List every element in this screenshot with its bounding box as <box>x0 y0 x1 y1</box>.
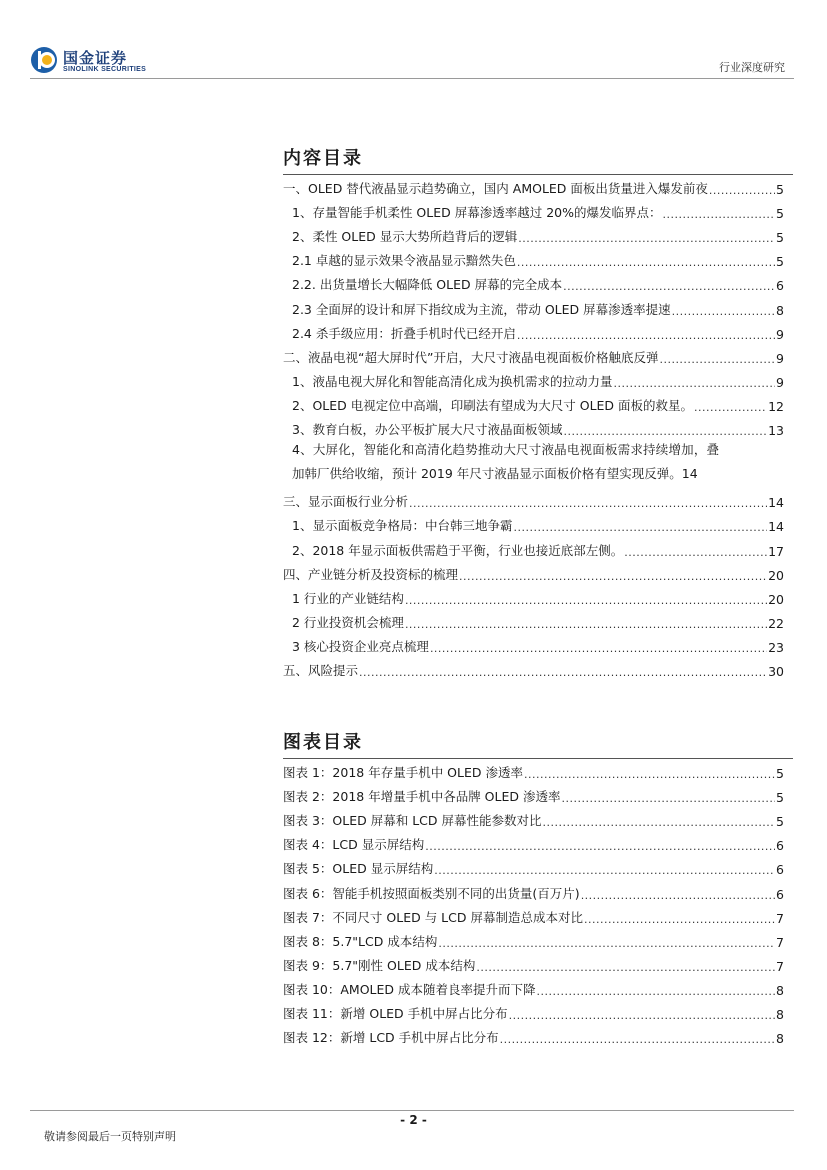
leader-dots <box>518 232 775 245</box>
leader-dots <box>459 570 767 583</box>
page-header <box>0 0 827 80</box>
toc-entry-label: 一、OLED 替代液晶显示趋势确立，国内 AMOLED 面板出货量进入爆发前夜 <box>283 181 708 197</box>
figure-entry[interactable] <box>283 853 784 877</box>
toc-entry-label: 2、2018 年显示面板供需趋于平衡，行业也接近底部左侧。 <box>292 542 624 558</box>
figure-entry-page: 7 <box>776 934 784 950</box>
leader-dots <box>563 280 775 293</box>
leader-dots <box>438 937 775 950</box>
figure-entry[interactable] <box>283 1022 784 1046</box>
toc-entry-page: 14 <box>768 495 784 511</box>
toc-entry[interactable] <box>283 486 784 510</box>
leader-dots <box>672 305 775 318</box>
toc-entry-page: 5 <box>776 254 784 270</box>
toc-entry[interactable] <box>283 342 784 366</box>
leader-dots <box>517 256 775 269</box>
toc-entry-page: 5 <box>776 206 784 222</box>
toc-entry-label: 五、风险提示 <box>283 662 359 678</box>
toc-entry-page: 9 <box>776 326 784 342</box>
toc-entry[interactable] <box>283 221 784 245</box>
toc-entry-page: 14 <box>681 466 698 482</box>
toc-entry-label: 三、显示面板行业分析 <box>283 494 409 510</box>
figure-entry-page: 8 <box>776 1007 784 1023</box>
logo-mark-icon <box>30 46 58 74</box>
leader-dots <box>430 642 767 655</box>
toc-entry-label: 2.3 全面屏的设计和屏下指纹成为主流，带动 OLED 屏幕渗透率提速 <box>292 301 671 317</box>
toc-entry-page: 6 <box>776 278 784 294</box>
figure-entry-label: 图表 2：2018 年增量手机中各品牌 OLED 渗透率 <box>283 789 561 805</box>
toc-entry-label: 3、教育白板，办公平板扩展大尺寸液晶面板领域 <box>292 422 563 438</box>
toc-entry-label: 2.2. 出货量增长大幅降低 OLED 屏幕的完全成本 <box>292 277 563 293</box>
toc-entry[interactable] <box>283 534 784 558</box>
toc-entry-label: 1、液晶电视大屏化和智能高清化成为换机需求的拉动力量 <box>292 373 613 389</box>
figure-entry-label: 图表 12：新增 LCD 手机中屏占比分布 <box>283 1030 499 1046</box>
logo-chinese-name: 国金证券 <box>63 49 128 67</box>
toc-entry[interactable] <box>283 559 784 583</box>
toc-entry-label: 2.4 杀手级应用：折叠手机时代已经开启 <box>292 325 516 341</box>
toc-entry-page: 13 <box>768 423 784 439</box>
toc-entry[interactable] <box>283 318 784 342</box>
figure-entry-label: 图表 11：新增 OLED 手机中屏占比分布 <box>283 1006 508 1022</box>
toc-entry[interactable] <box>283 366 784 390</box>
figure-entry[interactable] <box>283 829 784 853</box>
leader-dots <box>694 401 767 414</box>
toc-entry-page: 30 <box>768 663 784 679</box>
figure-entry-page: 6 <box>776 886 784 902</box>
figure-entry[interactable] <box>283 757 784 781</box>
toc-entry[interactable] <box>283 510 784 534</box>
figure-entry[interactable] <box>283 974 784 998</box>
toc-entry[interactable] <box>283 414 784 438</box>
toc-entry-label: 4、大屏化，智能化和高清化趋势推动大尺寸液晶电视面板需求持续增加，叠 <box>292 442 720 458</box>
toc-entry-page: 23 <box>768 639 784 655</box>
leader-dots <box>359 666 767 679</box>
contents-title: 内容目录 <box>283 148 363 169</box>
figure-entry[interactable] <box>283 950 784 974</box>
toc-entry-label: 3 核心投资企业亮点梳理 <box>292 638 429 654</box>
toc-entry[interactable] <box>283 583 784 607</box>
leader-dots <box>624 546 767 559</box>
toc-entry-page: 5 <box>776 182 784 198</box>
leader-dots <box>409 497 767 510</box>
toc-entry-label: 2、OLED 电视定位中高端，印刷法有望成为大尺寸 OLED 面板的救星。 <box>292 397 694 413</box>
toc-entry[interactable] <box>283 197 784 221</box>
leader-dots <box>709 184 775 197</box>
figure-entry-page: 5 <box>776 814 784 830</box>
leader-dots <box>517 329 775 342</box>
toc-entry[interactable] <box>283 631 784 655</box>
toc-entry-page: 20 <box>768 591 784 607</box>
toc-entry[interactable] <box>283 173 784 197</box>
toc-entry-page: 22 <box>768 615 784 631</box>
toc-entry-label: 1、显示面板竞争格局：中台韩三地争霸 <box>292 518 513 534</box>
leader-dots <box>659 353 775 366</box>
toc-entry-label: 2、柔性 OLED 显示大势所趋背后的逻辑 <box>292 229 518 245</box>
toc-entry-label-continued: 加韩厂供给收缩，预计 2019 年尺寸液晶显示面板价格有望实现反弹。 <box>292 466 682 482</box>
figure-entry-label: 图表 3：OLED 屏幕和 LCD 屏幕性能参数对比 <box>283 813 542 829</box>
toc-entry-label: 2 行业投资机会梳理 <box>292 614 404 630</box>
toc-entry[interactable] <box>283 245 784 269</box>
figure-entry-page: 5 <box>776 790 784 806</box>
toc-entry-page: 12 <box>768 398 784 414</box>
figure-entry[interactable] <box>283 877 784 901</box>
figure-entry[interactable] <box>283 781 784 805</box>
figure-entry[interactable] <box>283 998 784 1022</box>
toc-entry-page: 17 <box>768 543 784 559</box>
leader-dots <box>405 594 767 607</box>
company-logo <box>30 46 160 78</box>
figure-entry-page: 7 <box>776 910 784 926</box>
leader-dots <box>662 208 775 221</box>
header-divider <box>30 78 794 79</box>
figure-entry-page: 7 <box>776 958 784 974</box>
toc-entry-page: 5 <box>776 230 784 246</box>
figure-entry-label: 图表 1：2018 年存量手机中 OLED 渗透率 <box>283 765 523 781</box>
toc-entry-page: 20 <box>768 567 784 583</box>
leader-dots <box>425 840 775 853</box>
figure-entry-page: 6 <box>776 838 784 854</box>
disclaimer-note: 敬请参阅最后一页特别声明 <box>44 1130 176 1143</box>
leader-dots <box>434 864 775 877</box>
figure-entry-page: 5 <box>776 766 784 782</box>
figure-entry[interactable] <box>283 926 784 950</box>
toc-entry-label: 二、液晶电视“超大屏时代”开启，大尺寸液晶电视面板价格触底反弹 <box>283 349 659 365</box>
leader-dots <box>405 618 767 631</box>
leader-dots <box>543 816 776 829</box>
toc-entry-page: 9 <box>776 350 784 366</box>
logo-english-name: SINOLINK SECURITIES <box>63 66 147 73</box>
contents-list <box>283 173 784 679</box>
toc-entry[interactable] <box>283 390 784 414</box>
leader-dots <box>613 377 775 390</box>
leader-dots <box>537 985 776 998</box>
toc-entry-label: 1 行业的产业链结构 <box>292 590 404 606</box>
page-number: - 2 - <box>400 1113 427 1127</box>
leader-dots <box>509 1009 775 1022</box>
toc-entry[interactable] <box>283 269 784 293</box>
figure-entry[interactable] <box>283 902 784 926</box>
toc-entry-page: 8 <box>776 302 784 318</box>
figure-entry-label: 图表 7：不同尺寸 OLED 与 LCD 屏幕制造总成本对比 <box>283 909 583 925</box>
leader-dots <box>513 521 767 534</box>
toc-entry-page: 14 <box>768 519 784 535</box>
figure-entry-label: 图表 9：5.7"刚性 OLED 成本结构 <box>283 957 476 973</box>
footer-divider <box>30 1110 794 1111</box>
figures-title: 图表目录 <box>283 732 363 753</box>
leader-dots <box>524 768 775 781</box>
figure-entry[interactable] <box>283 805 784 829</box>
figure-entry-label: 图表 8：5.7"LCD 成本结构 <box>283 933 438 949</box>
leader-dots <box>584 913 775 926</box>
toc-entry[interactable] <box>283 655 784 679</box>
report-type-label: 行业深度研究 <box>719 61 785 74</box>
toc-entry[interactable] <box>283 438 784 486</box>
toc-entry-label: 2.1 卓越的显示效果令液晶显示黯然失色 <box>292 253 516 269</box>
figure-entry-label: 图表 4：LCD 显示屏结构 <box>283 837 425 853</box>
leader-dots <box>581 889 775 902</box>
toc-entry-page: 9 <box>776 374 784 390</box>
leader-dots <box>562 792 776 805</box>
figure-entry-page: 8 <box>776 1031 784 1047</box>
leader-dots <box>476 961 775 974</box>
figure-entry-label: 图表 6：智能手机按照面板类别不同的出货量(百万片) <box>283 885 580 901</box>
leader-dots <box>563 425 767 438</box>
toc-entry-label: 1、存量智能手机柔性 OLED 屏幕渗透率越过 20%的爆发临界点： <box>292 205 662 221</box>
leader-dots <box>500 1033 775 1046</box>
figure-entry-page: 6 <box>776 862 784 878</box>
figures-list <box>283 757 784 1046</box>
figure-entry-label: 图表 10：AMOLED 成本随着良率提升而下降 <box>283 981 536 997</box>
toc-entry[interactable] <box>283 607 784 631</box>
toc-entry-label: 四、产业链分析及投资标的梳理 <box>283 566 459 582</box>
figure-entry-label: 图表 5：OLED 显示屏结构 <box>283 861 434 877</box>
toc-entry[interactable] <box>283 293 784 317</box>
figure-entry-page: 8 <box>776 982 784 998</box>
